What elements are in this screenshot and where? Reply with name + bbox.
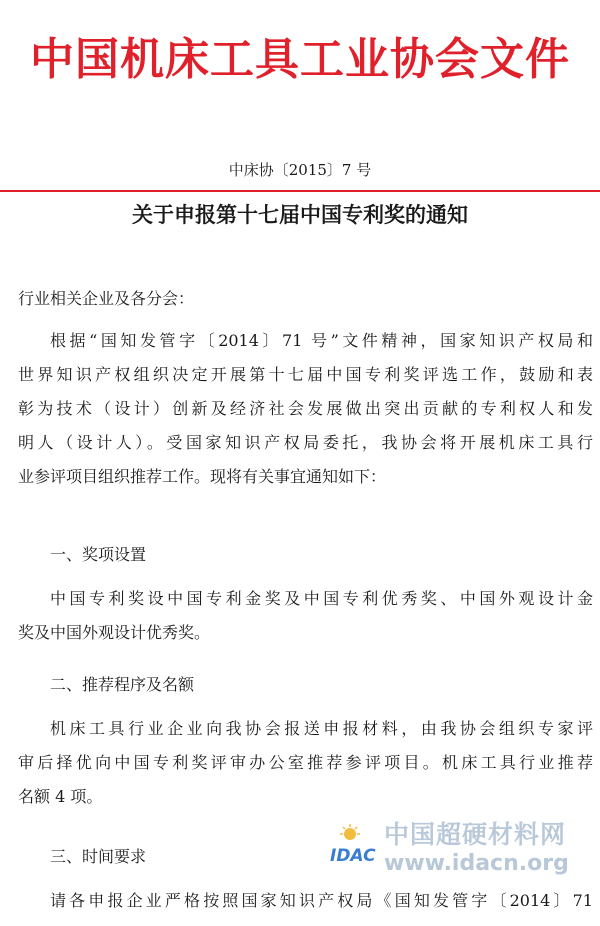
salutation: 行业相关企业及各分会：	[18, 289, 195, 308]
red-divider-rule	[0, 190, 600, 192]
paragraph-line: 奖及中国外观设计优秀奖。	[18, 623, 211, 642]
paragraph-line: 机床工具行业企业向我协会报送申报材料，由我协会组织专家评	[50, 719, 593, 738]
watermark-logo-text: IDAC	[330, 846, 376, 866]
paragraph-line: 中国专利奖设中国专利金奖及中国专利优秀奖、中国外观设计金	[50, 589, 593, 608]
document-number: 中床协〔2015〕7 号	[228, 161, 372, 179]
site-watermark	[328, 818, 588, 882]
section-body-procedure	[18, 712, 593, 814]
paragraph-line: 明人（设计人）。受国家知识产权局委托，我协会将开展机床工具行	[18, 433, 593, 452]
watermark-site-url: www.idacn.org	[384, 851, 569, 876]
paragraph-line: 彰为技术（设计）创新及经济社会发展做出突出贡献的专利权人和发	[18, 399, 593, 418]
watermark-site-name: 中国超硬材料网	[384, 820, 567, 849]
section-heading-timeline: 三、时间要求	[50, 847, 147, 866]
paragraph-line: 名额 4 项。	[18, 787, 103, 806]
paragraph-line: 请各申报企业严格按照国家知识产权局《国知发管字〔2014〕71	[50, 891, 593, 910]
section-heading-awards: 一、奖项设置	[50, 545, 147, 564]
section-heading-procedure: 二、推荐程序及名额	[50, 675, 195, 694]
section-body-awards	[18, 582, 593, 650]
paragraph-line: 业参评项目组织推荐工作。现将有关事宜通知如下：	[18, 467, 387, 486]
notice-title: 关于申报第十七届中国专利奖的通知	[132, 202, 468, 227]
paragraph-line: 审后择优向中国专利奖评审办公室推荐参评项目。机床工具行业推荐	[18, 753, 593, 772]
section-body-timeline	[18, 884, 593, 918]
paragraph-line: 根据“国知发管字〔2014〕71 号”文件精神，国家知识产权局和	[50, 331, 593, 350]
paragraph-line: 世界知识产权组织决定开展第十七届中国专利奖评选工作，鼓励和表	[18, 365, 593, 384]
intro-paragraph	[18, 324, 593, 494]
org-header-title: 中国机床工具工业协会文件	[30, 34, 570, 85]
